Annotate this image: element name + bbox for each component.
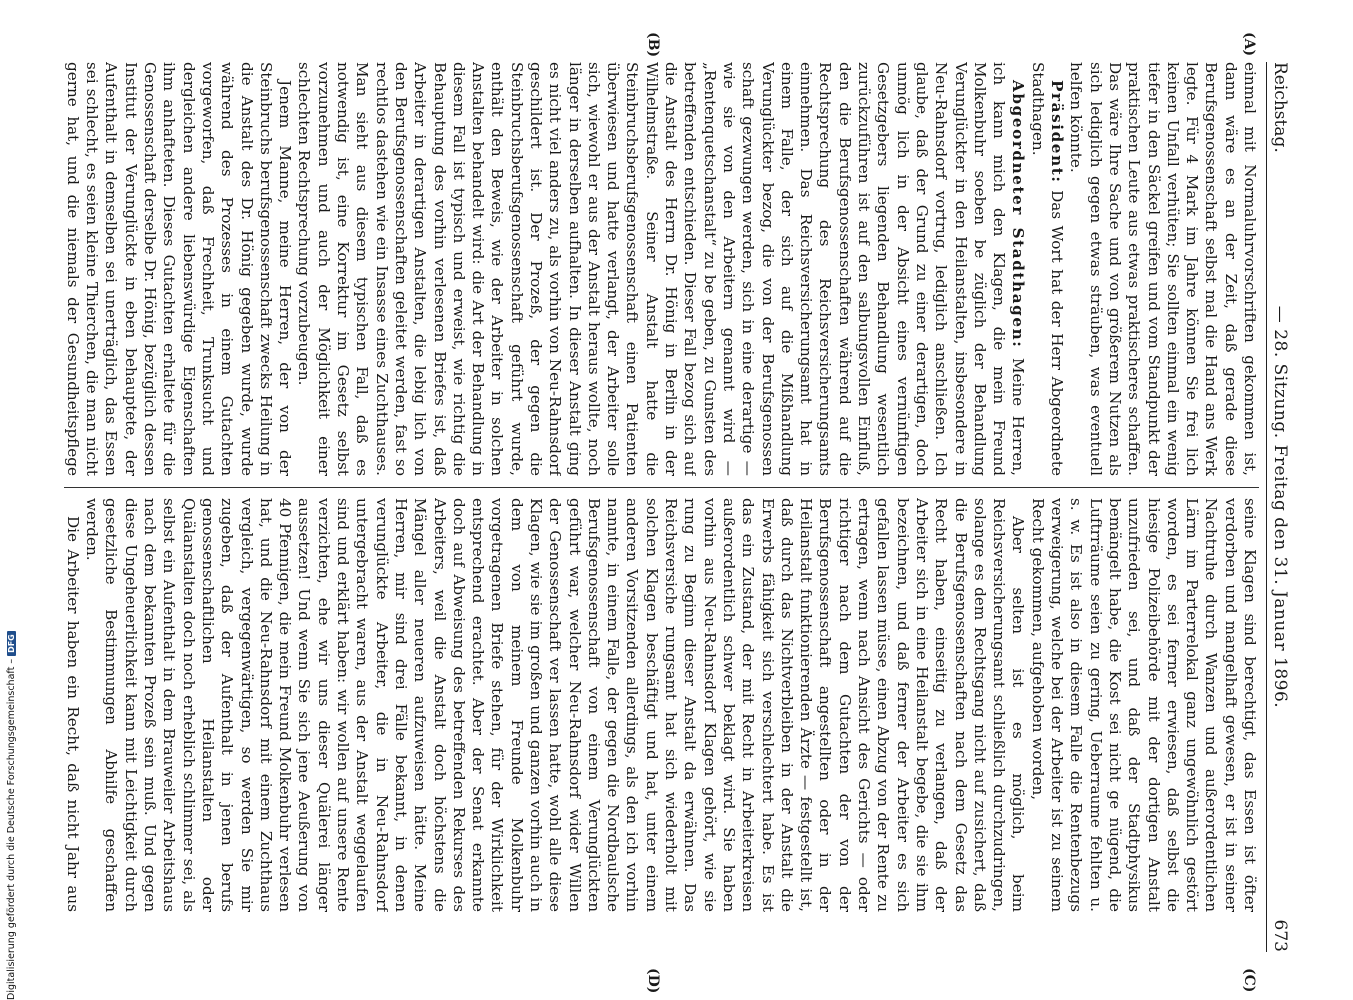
paragraph (1027, 62, 1066, 476)
rotated-page (53, 32, 1293, 994)
column-divider (64, 487, 1259, 488)
speaker-label: Abgeordneter Stadthagen: (1009, 80, 1028, 349)
credit-text: Digitalisierung gefördert durch die Deutsche Forschungsgemeinschaft – (6, 658, 17, 1000)
paragraph: Aber selten ist es möglich, beim Reichsversicherungsamt schließlich durchzudringen, solange es dem Rechtsgang nicht auf zusichert, daß die Berufsgenossenschaften nach dem Gesetz das Recht haben, einseitig zu verlangen, daß der Arbeiter sich in eine Heilanstalt begebe, die sie ihm bezeichnen, und daß ferner der Arbeiter es sich gefallen lassen müsse, einen Abzug von der Rente zu ertragen, wenn nach Ansicht des Gerichts — oder richtiger nach dem Gutachten der von der Berufsgenossenschaft angestellten oder in der Heilanstalt funktionierenden Ärzte — festgestellt ist, daß durch das Nichtverbleiben in der Anstalt die Erwerbs fähigkeit sich verschlechtert habe. Es ist das ein Zustand, der mit Recht in Arbeiterkreisen außerordentlich schwer beklagt wird. Sie haben vorhin aus Neu-Rahnsdorf Klagen gehört, wie sie rung zu Beginn dieser Anstalt da erwähnen. Das Reichsversiche rungsamt hat sich wiederholt mit solchen Klagen beschäftigt und hat, unter einem anderen Vorsitzenden allerdings, als den ich vorhin nannte, in einem Falle, der gegen die Nordbaulsche Berufsgenossenschaft von einem Verunglückten geführt war, welcher Neu-Rahnsdorf wider Willen der Genossenschaft ver lassen hatte, wohl alle diese Klagen, wie sie im großen und ganzen vorhin auch in dem von meinem Freunde Molkenbuhr vorgetragenen Briefe stehen, für der Wirklichkeit entsprechend erachtet. Aber der Senat erkannte doch auf Abweisung des betreffenden Rekurses des Arbeiters, weil die Anstalt doch höchstens die Mängel aller neueren aufzuweisen hätte. Meine Herren, mir sind drei Fälle bekannt, in denen verunglückte Arbeiter, die in Neu-Rahnsdorf untergebracht waren, aus der Anstalt weggelaufen sind und erklärt haben: wir wollen auf unsere Rente verzichten, ehe wir uns dieser Quälerei länger aussetzen! Und wenn Sie sich jene Aeußerung von 40 Pfennigen, die mein Freund Molkenbuhr verlesen hat, und die Neu-Rahnsdorf mit einem Zuchthaus vergleich, vergegenwärtigen, so werden Sie mir zugeben, daß der Aufenthalt in jenen berufs genossenschaftlichen Heilanstalten oder Quälanstalten doch noch erheblich schlimmer sei, als selbst ein Aufenthalt in dem Brauweiler Arbeitshaus nach dem bekannten Prozeß sein muß. Und gegen diese Ungeheuerlichkeit kann mit Leichtigkeit durch gesetzliche Bestimmungen Abhilfe geschaffen werden. (83, 498, 1028, 912)
dfg-logo: DFG (7, 631, 16, 656)
paragraph: einmal mit Normaluhrvorschriften gekommen ist, dann wäre es an der Zeit, daß gerade diese Berufsgenossenschaft selbst mal die Hand ans Werk legte. Für 4 Mark im Jahre können Sie frei lich keinen Unfall verhüten; Sie sollten einmal ein wenig tiefer in den Säckel greifen und vom Standpunkt der praktischen Leute aus etwas praktischeres schaffen. Das wäre Ihre Sache und von größerem Nutzen als sich lediglich gegen etwas sträuben, was eventuell helfen könnte. (1067, 62, 1259, 476)
paragraph: Die Arbeiter haben ein Recht, daß nicht Jahr aus (64, 516, 82, 912)
header-left: Reichstag. (1270, 62, 1290, 153)
speaker-label: Präsident: (1048, 80, 1067, 184)
paragraph-text: Das Wort hat der Herr Abgeordnete Stadthagen. (1028, 62, 1067, 476)
header-center: — 28. Sitzung. Freitag den 31. Januar 1896. (1270, 305, 1290, 709)
margin-marker-d: (D) (645, 968, 661, 994)
digitization-credit (6, 580, 20, 1000)
paragraph: Jenem Manne, meine Herren, der von der Steinbruchs berufsgenossenschaft zwecks Heilung in die Anstalt des Dr. Hönig gegeben wurde, wurde während des Prozesses in einem Gutachten vorgeworfen, daß Frechheit, Trunksucht und dergleichen andere liebenswürdige Eigenschaften ihm anhafteten. Dieses Gutachten erhaltete für die Genossenschaft derselbe Dr. Hönig, bezüglich dessen Institut der Verunglückte in eben behauptete, der Aufenthalt in demselben sei unerträglich, das Essen sei schlecht, es seien kleine Thierchen, die man nicht gerne hat, und die niemals der Gesundheitspflege (64, 62, 295, 476)
page-header (1266, 62, 1293, 952)
paragraph: seine Klagen sind berechtigt, das Essen ist öfter verdorben und mangelhaft gewesen, er ist in seiner Nachtruhe durch Wanzen und außerordentlichen Lärm im Parterrelokal ganz ungewöhnlich gestört worden, es sei ferner erwiesen, daß selbst die hiesige Polizeibehörde mit der dortigen Anstalt unzufrieden sei, und daß der Stadtphysikus bemängelt habe, die Kost sei nicht ge nügend, die Luftrräume seien zu gering, Ueberraume fehlten u. s. w. Es ist also in diesem Falle die Rentenbezugs verweigerung, welche bei der Arbeiter ist zu seinem Recht gekommen, aufgehoben worden, (1028, 498, 1259, 912)
margin-marker-a: (A) (1241, 32, 1257, 57)
margin-marker-b: (B) (645, 32, 661, 58)
paragraph-text: Meine Herren, ich kann mich den Klagen, die mein Freund Molkenbuhr soeben be züglich der Behandlung Verunglückter in den Heilanstalten, insbesondere in Neu-Rahnsdorf vortrug, lediglich anschließen. Ich glaube, daß der Grund zu einer derartigen, doch unmög lich in der Absicht eines vernünftigen Gesetzgebers liegenden Behandlung wesentlich zurückzuführen ist auf den salbungsvollen Einfluß, den die Berufsgenossenschaften während auf die Rechtsprechung des Reichsversicherungsamts einnehmen. Das Reichsversicherungsamt hat in einem Falle, der sich auf die Mißhandlung Verunglückter bezog, die von der Berufsgenossen schaft gezwungen werden, sich in eine derartige — wie sie von den Arbeitern genannt wird — „Rentenquetschanstalt“ zu be geben, zu Gunsten des betreffenden entschieden. Dieser Fall bezog sich auf die Anstalt des Herrn Dr. Hönig in Berlin in der Wilhelmstraße. Seiner Anstalt hatte die Steinbruchsberufsgenossenschaft einen Patienten überwiesen und hatte verlangt, der Arbeiter solle sich, wiewohl er aus der Anstalt heraus wollte, noch länger in derselben aufhalten. In dieser Anstalt ging es nicht viel anders zu, als vorhin von Neu-Rahnsdorf geschildert ist. Der Prozeß, der gegen die Steinbruchsberufsgenossenschaft geführt wurde, enthält den Beweis, wie der Arbeiter in solchen Anstalten behandelt wird: die Art der Behandlung in diesem Fall ist typisch und erweist, wie richtig die Behauptung des vorhin verlesenen Briefes ist, daß Arbeiter in derartigen Anstalten, die lebig lich von den Berufsgenossenschaften geleitet werden, fast so rechtlos dastehen wie ein Insasse eines Zuchthauses. Man sieht aus diesem typischen Fall, daß es notwendig ist, eine Korrektur im Gesetz selbst vorzunehmen und auch der Möglichkeit einer schlechten Rechtsprechung vorzubeugen. (295, 62, 1028, 476)
paragraph (294, 62, 1027, 476)
left-column (64, 62, 1259, 476)
page-number: 673 (1270, 919, 1290, 952)
right-column (64, 498, 1259, 912)
margin-marker-c: (C) (1241, 968, 1257, 993)
